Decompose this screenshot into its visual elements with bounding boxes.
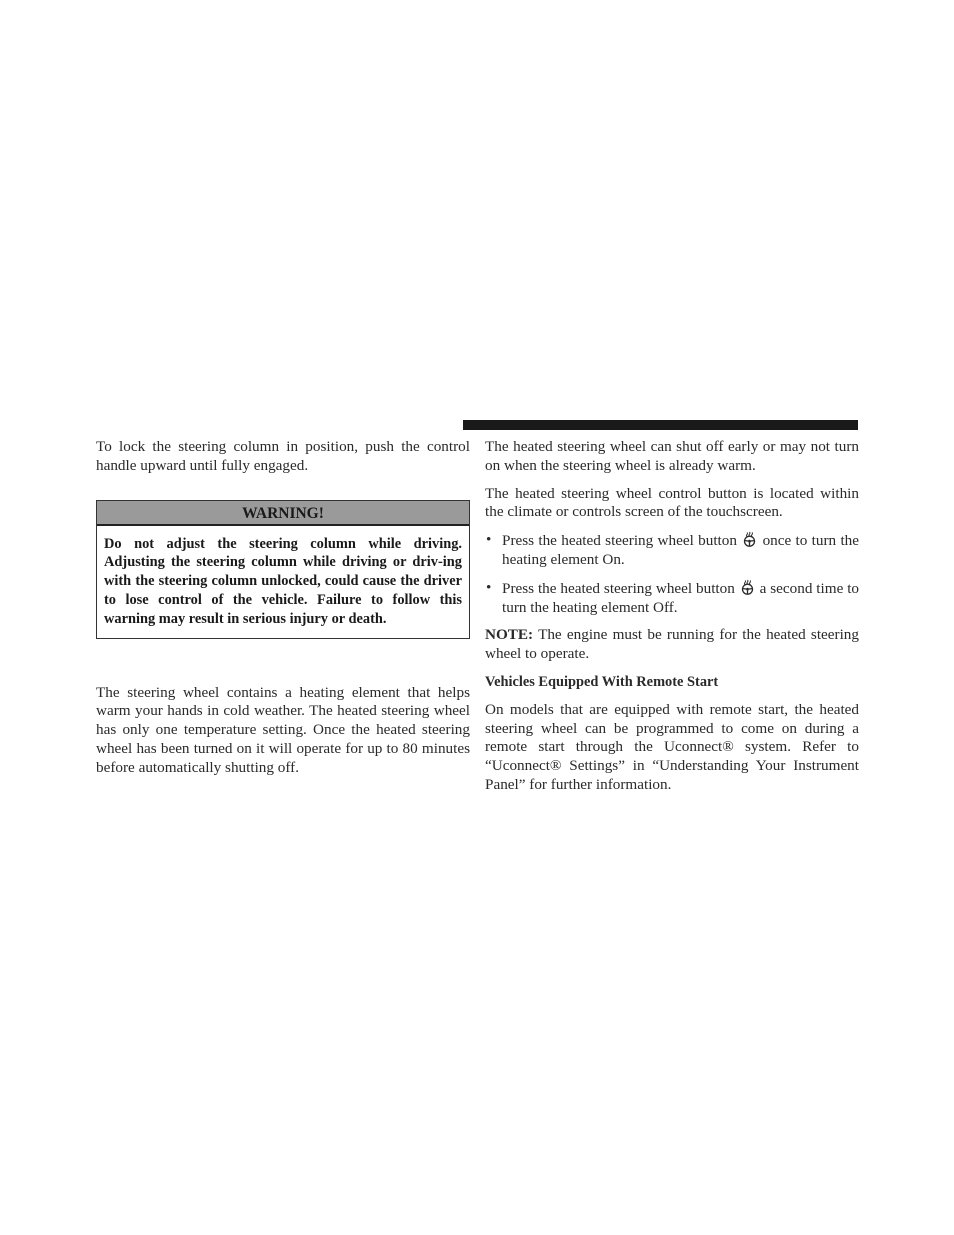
right-column	[485, 438, 859, 795]
lock-steering-column-paragraph: To lock the steering column in position, push the control handle upward until fully engaged.	[96, 438, 470, 474]
list-item-text-after: once to turn the heating element On.	[502, 532, 860, 568]
shut-off-early-paragraph: The heated steering wheel can shut off early or may not turn on when the steering wheel is already warm.	[485, 438, 859, 474]
heated-steering-wheel-icon	[743, 531, 756, 547]
instruction-list	[485, 531, 859, 617]
warning-title: WARNING!	[97, 501, 469, 526]
heated-steering-wheel-intro: The steering wheel contains a heating element that helps warm your hands in cold weather. The heated steering wheel has only one temperature setting. Once the heated steering wheel has been turned on it will operate for up to 80 minutes before automatically shutting off.	[96, 683, 470, 776]
left-column	[96, 438, 470, 778]
list-item-text-before: Press the heated steering wheel button	[502, 579, 735, 597]
note-text: The engine must be running for the heated steering wheel to operate.	[485, 626, 859, 663]
list-item	[485, 531, 859, 570]
bullet-marker: •	[486, 531, 492, 549]
list-item-text-before: Press the heated steering wheel button	[502, 532, 737, 550]
note-paragraph	[485, 626, 859, 664]
warning-box	[96, 500, 470, 639]
remote-start-paragraph: On models that are equipped with remote start, the heated steering wheel can be programmed to come on during a remote start through the Uconnect® system. Refer to “Uconnect® Settings” in “Understanding Your Instrument Panel” for further information.	[485, 700, 859, 793]
list-item	[485, 579, 859, 618]
warning-body: Do not adjust the steering column while driving. Adjusting the steering column while driving or driv-ing with the steering column unlocked, could cause the driver to lose control of the vehicle. Failure to follow this warning may result in serious injury or death.	[104, 535, 462, 627]
section-header-bar	[463, 420, 858, 430]
heated-steering-wheel-icon	[741, 579, 754, 595]
note-label: NOTE:	[485, 626, 534, 644]
control-button-location-paragraph: The heated steering wheel control button is located within the climate or controls screen of the touchscreen.	[485, 484, 859, 521]
list-item-text-after: a second time to turn the heating element Off.	[502, 579, 860, 616]
bullet-marker: •	[486, 578, 492, 596]
remote-start-heading: Vehicles Equipped With Remote Start	[485, 673, 719, 690]
section-spacer	[96, 639, 470, 684]
